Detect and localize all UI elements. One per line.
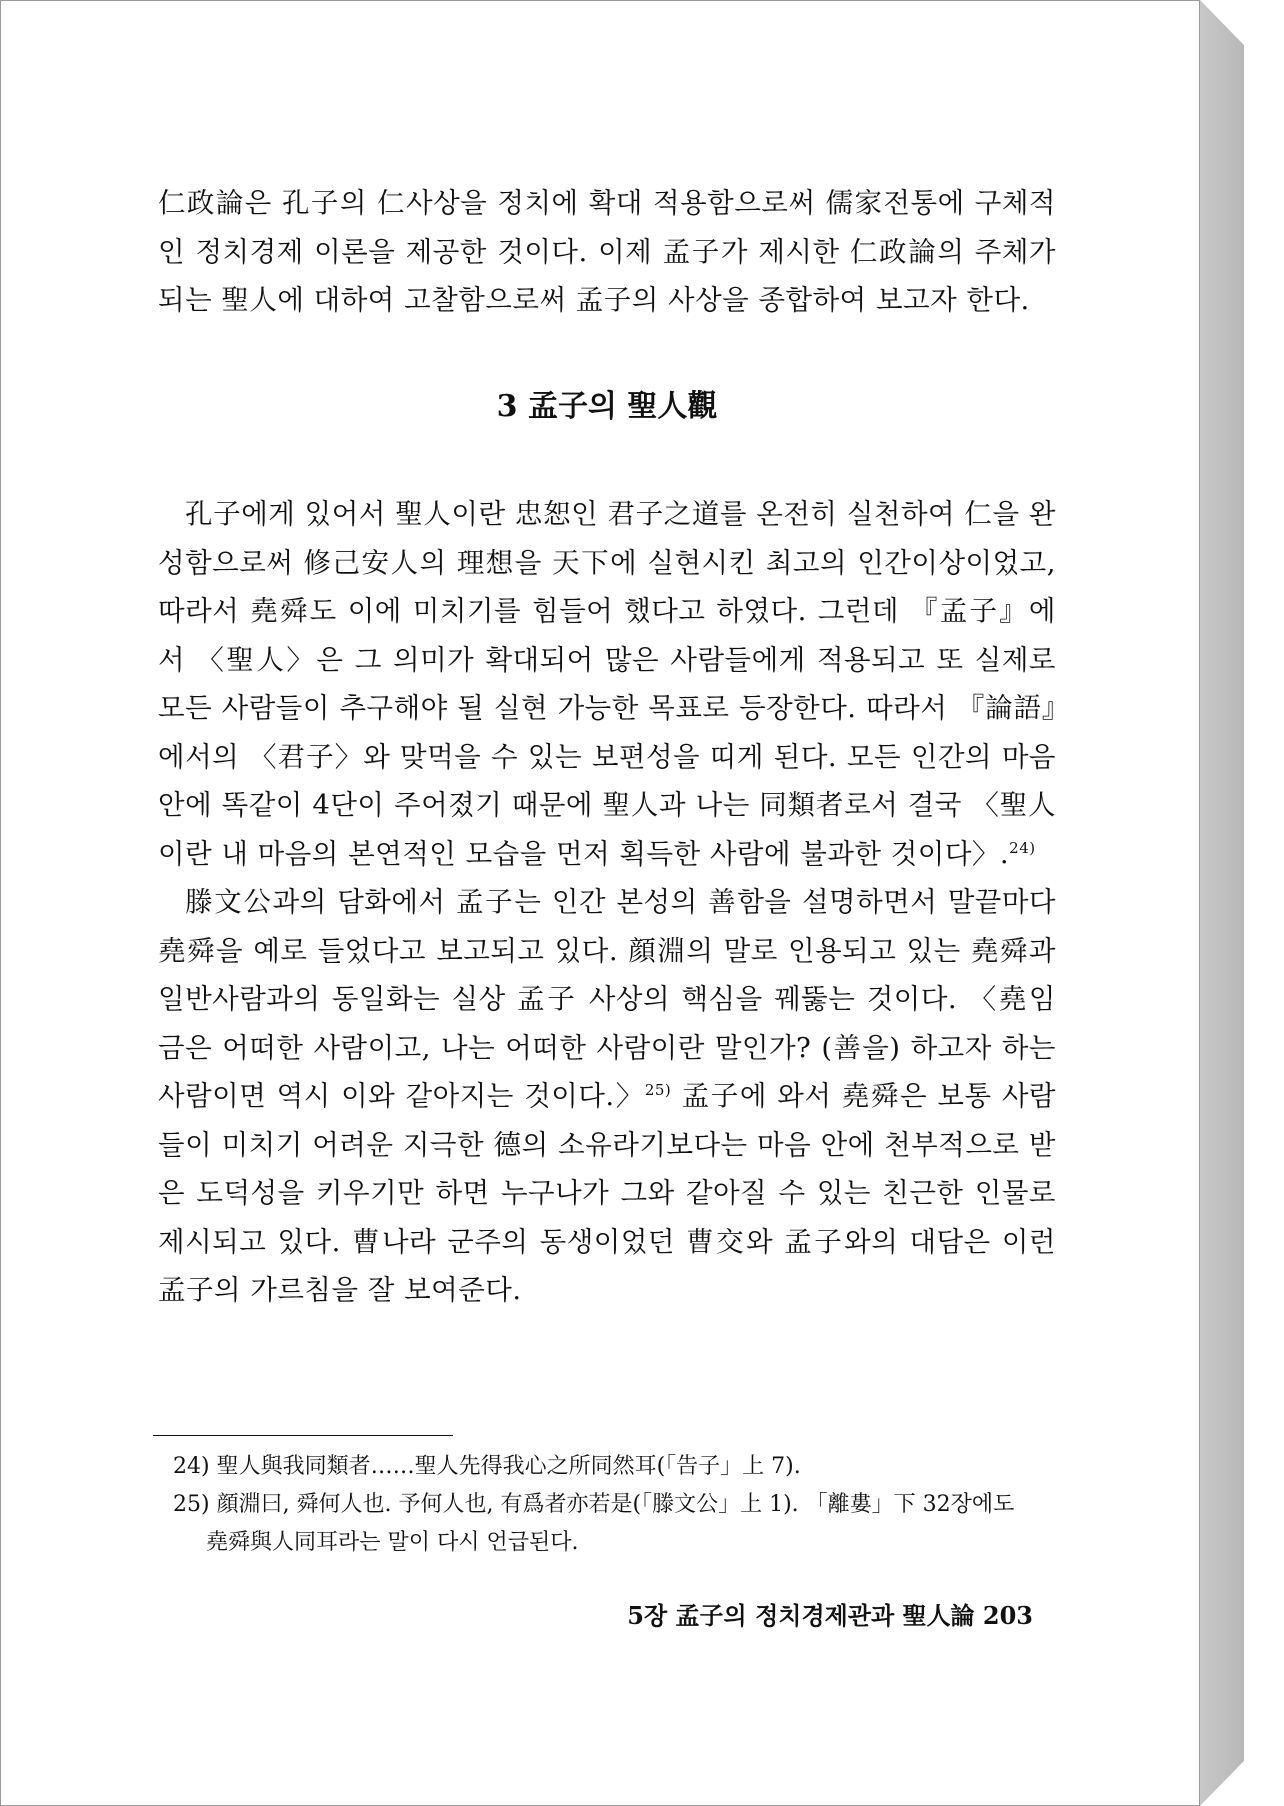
footnotes: [173, 1448, 1063, 1562]
page-edge-shadow: [1200, 0, 1244, 1806]
footnote-ref-25: 25): [644, 1080, 672, 1099]
running-footer: 5장 孟子의 정치경제관과 聖人論 203: [627, 1601, 1033, 1630]
footnote-24: 24) 聖人與我同類者……聖人先得我心之所同然耳(「告子」上 7).: [173, 1454, 801, 1479]
paragraph-2-text-b: 孟子에 와서 堯舜은 보통 사람들이 미치기 어려운 지극한 德의 소유라기보다는 마음 안에 천부적으로 받은 도덕성을 키우기만 하면 누구나가 그와 같아질 수 있는 친근한 인물로 제시되고 있다. 曹나라 군주의 동생이었던 曹交와 孟子와의 대담은 이런 孟子의 가르침을 잘 보여준다.: [158, 1080, 1056, 1306]
footnote-25-continued: 堯舜與人同耳라는 말이 다시 언급된다.: [206, 1530, 579, 1555]
page-body: [158, 179, 1056, 1306]
paragraph-2-text-a: 滕文公과의 담화에서 孟子는 인간 본성의 善함을 설명하면서 말끝마다 堯舜을 예로 들었다고 보고되고 있다. 顔淵의 말로 인용되고 있는 堯舜과 일반사람과의 동일화는 실상 孟子 사상의 핵심을 꿰뚫는 것이다. 〈堯임금은 어떠한 사람이고, 나는 어떠한 사람이란 말인가? (善을) 하고자 하는 사람이면 역시 이와 같아지는 것이다.〉: [158, 886, 1056, 1112]
section-heading: 3 孟子의 聖人觀: [496, 389, 718, 424]
footnote-ref-24: 24): [1009, 838, 1036, 857]
footnote-25: 25) 顔淵曰, 舜何人也. 予何人也, 有爲者亦若是(「滕文公」上 1). 「離婁」下 32장에도: [173, 1492, 1015, 1517]
paragraph-1-text: 孔子에게 있어서 聖人이란 忠恕인 君子之道를 온전히 실천하여 仁을 완성함으로써 修己安人의 理想을 天下에 실현시킨 최고의 인간이상이었고, 따라서 堯舜도 이에 미치기를 힘들어 했다고 하였다. 그런데 『孟子』에서 〈聖人〉은 그 의미가 확대되어 많은 사람들에게 적용되고 또 실제로 모든 사람들이 추구해야 될 실현 가능한 목표로 등장한다. 따라서 『論語』에서의 〈君子〉와 맞먹을 수 있는 보편성을 띠게 된다. 모든 인간의 마음 안에 똑같이 4단이 주어졌기 때문에 聖人과 나는 同類者로서 결국 〈聖人이란 내 마음의 본연적인 모습을 먼저 획득한 사람에 불과한 것이다〉.: [158, 498, 1056, 870]
section-body: [158, 490, 1056, 1315]
paragraph-1: [158, 490, 1056, 878]
footnote-divider: [153, 1435, 453, 1436]
intro-paragraph: 仁政論은 孔子의 仁사상을 정치에 확대 적용함으로써 儒家전통에 구체적인 정치경제 이론을 제공한 것이다. 이제 孟子가 제시한 仁政論의 주체가 되는 聖人에 대하여 고찰함으로써 孟子의 사상을 종합하여 보고자 한다.: [158, 187, 1056, 316]
paragraph-2: [158, 878, 1056, 1315]
